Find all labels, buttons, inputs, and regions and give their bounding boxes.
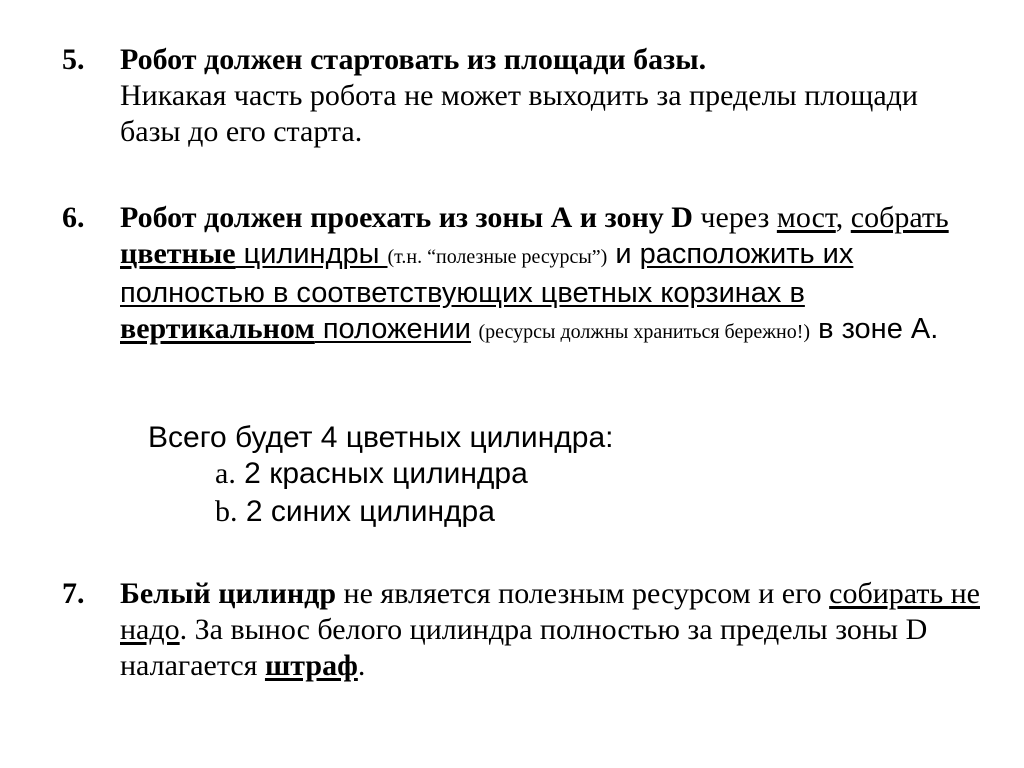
item-text: не является полезным ресурсом и его — [336, 577, 830, 610]
text-colored: цветные — [120, 237, 236, 270]
note-useful-resources: (т.н. “полезные ресурсы”) — [387, 246, 608, 268]
note-careful: (ресурсы должны храниться бережно!) — [478, 321, 811, 343]
item-heading: Робот должен стартовать из площади базы. — [120, 43, 707, 76]
text-cylinders: цилиндры — [235, 238, 388, 270]
text-vertical: вертикальном — [120, 312, 315, 345]
sublist-letter: a. — [215, 457, 236, 490]
item-text: Никакая часть робота не может выходить за пределы площади базы до его старта. — [120, 79, 918, 148]
text-comma: , — [835, 201, 844, 234]
text-penalty: штраф — [264, 649, 358, 682]
item-number: 5. — [62, 43, 85, 76]
sublist-item-b — [215, 494, 495, 530]
text-bridge: мост — [776, 201, 836, 234]
item-heading: Белый цилиндр — [120, 577, 337, 610]
item-heading: Робот должен проехать из зоны А и зону D — [120, 201, 693, 234]
text-end: . — [357, 649, 366, 682]
text-position: положении — [314, 313, 472, 345]
sublist-item-a — [215, 456, 528, 492]
text-and: и — [607, 238, 640, 270]
item-number: 6. — [62, 201, 85, 234]
item-number: 7. — [62, 577, 85, 610]
sublist-text: 2 красных цилиндра — [244, 457, 528, 490]
text-through: через — [692, 201, 770, 234]
text-no-collect: собирать не надо — [120, 577, 980, 646]
total-text: Всего будет 4 цветных цилиндра: — [148, 421, 614, 454]
sublist-letter: b. — [215, 495, 238, 528]
sublist-text: 2 синих цилиндра — [245, 495, 495, 528]
text-in-zone: в зоне А. — [810, 313, 939, 345]
total-cylinders — [148, 420, 613, 456]
list-item-5 — [62, 42, 980, 150]
text-place: расположить их полностью в соответствующих цветных корзинах в — [120, 238, 854, 309]
list-item-7 — [62, 576, 980, 684]
list-item-6 — [62, 200, 980, 350]
text-collect: собрать — [850, 201, 949, 234]
item-text: . За вынос белого цилиндра полностью за пределы зоны D налагается — [120, 613, 928, 682]
